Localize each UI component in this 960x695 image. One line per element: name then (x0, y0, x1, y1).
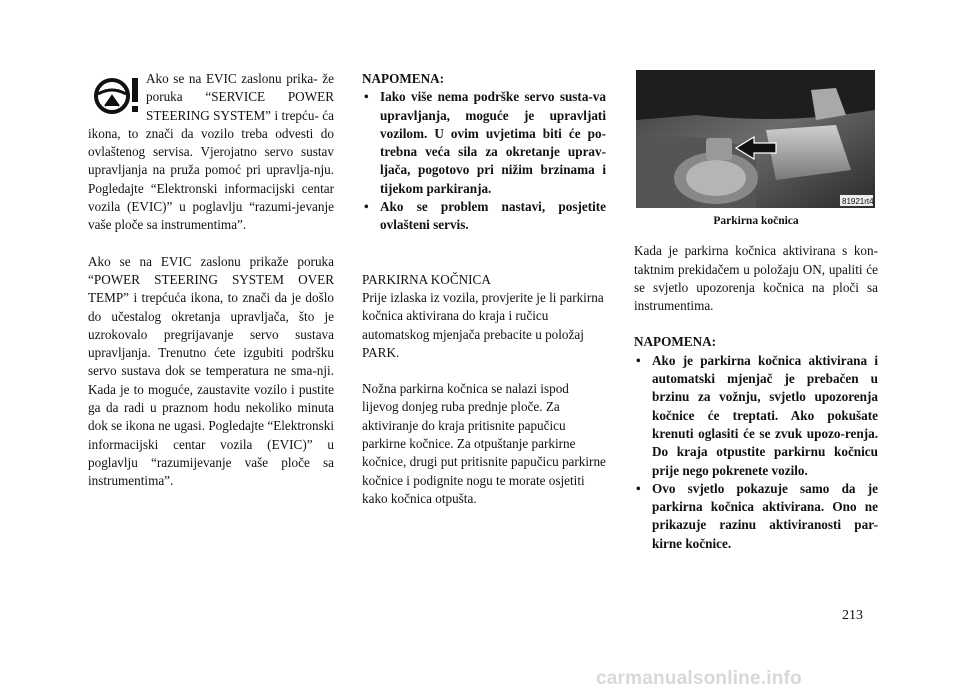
note-item: • Iako više nema podrške servo susta-va upravljanja, moguće je upravljati vozilom. U ovim uvjetima biti će po-trebna veća sila za okretanje uprav-ljača, pogotovo pri nižim brzinama i tijekom parkiranja. (362, 88, 606, 198)
evic-overtemp-paragraph: Ako se na EVIC zaslonu prikaže poruka “POWER STEERING SYSTEM OVER TEMP” i trepćuća ikona, to znači da je došlo do učestalog okretanja upravljača, što je uzrokovalo pregrijavanje servo sustava upravljanja. Trenutno ćete izgubiti podršku servo sustava dok se temperatura ne sma-nji. Kada je to moguće, zaustavite vozilo i pustite ga da radi u praznom hodu nekoliko minuta dok se ikona ne ugasi. Pogledajte “Elektronski informacijski centar vozila (EVIC)” u poglavlju “razumijevanje vaše ploče sa instrumentima”. (88, 253, 334, 489)
left-column (88, 70, 334, 491)
right-column (634, 70, 878, 553)
note-list (362, 88, 606, 234)
evic-service-paragraph: Ako se na EVIC zaslonu prika- že poruka “SERVICE POWER STEERING SYSTEM” i trepću- ća ikona, to znači da vozilo treba odvesti do ovlaštenog servisa. Vjerojatno servo sustav upravljanja na pruža pomoć pri upravlja-nju. Pogledajte “Elektronski informacijski centar vozila (EVIC)” u poglavlju “razumi-jevanje vaše ploče sa instrumentima”. (88, 71, 335, 233)
note-list-2 (634, 352, 878, 553)
warning-light-paragraph: Kada je parkirna kočnica aktivirana s kon-taktnim prekidačem u položaju ON, upaliti će se svjetlo upozorenja kočnica na ploči sa instrumentima. (634, 243, 878, 314)
note-heading: NAPOMENA: (362, 71, 445, 86)
watermark: carmanualsonline.info (596, 668, 802, 689)
note-heading-2: NAPOMENA: (634, 334, 717, 350)
parking-brake-paragraph-1: Prije izlaska iz vozila, provjerite je li parkirna kočnica aktivirana do kraja i ručicu automatskog mjenjača prebacite u položaj PARK. (362, 289, 604, 360)
note-item: • Ovo svjetlo pokazuje samo da je parkirna kočnica aktivirana. Ono ne prikazuje razinu aktiviranosti par-kirne kočnice. (634, 480, 878, 553)
note-item: • Ako se problem nastavi, posjetite ovlašteni servis. (362, 198, 606, 235)
steering-warning-icon (88, 70, 146, 124)
figure-code: 81921rt4 (842, 197, 874, 206)
page-number: 213 (842, 608, 863, 623)
middle-column (362, 70, 606, 508)
section-heading: PARKIRNA KOČNICA (362, 271, 491, 287)
figure-caption: Parkirna kočnica (713, 215, 799, 227)
note-item: • Ako je parkirna kočnica aktivirana i automatski mjenjač je prebačen u brzinu za vožnju, svjetlo upozorenja kočnice će treptati. Ako pokušate krenuti oglasiti će se zvuk upozo-renja. Do kraja otpustite parkirnu kočnicu prije nego pokrenete vozilo. (634, 352, 878, 480)
parking-brake-photo (636, 70, 875, 208)
parking-brake-paragraph-2: Nožna parkirna kočnica se nalazi ispod lijevog donjeg ruba prednje ploče. Za aktiviranje do kraja pritisnite papučicu parkirne kočnice. Za otpuštanje parkirne kočnice, drugi put pritisnite papučicu parkirne kočnice i podignite nogu te morate osjetiti kako kočnica otpušta. (362, 381, 606, 506)
